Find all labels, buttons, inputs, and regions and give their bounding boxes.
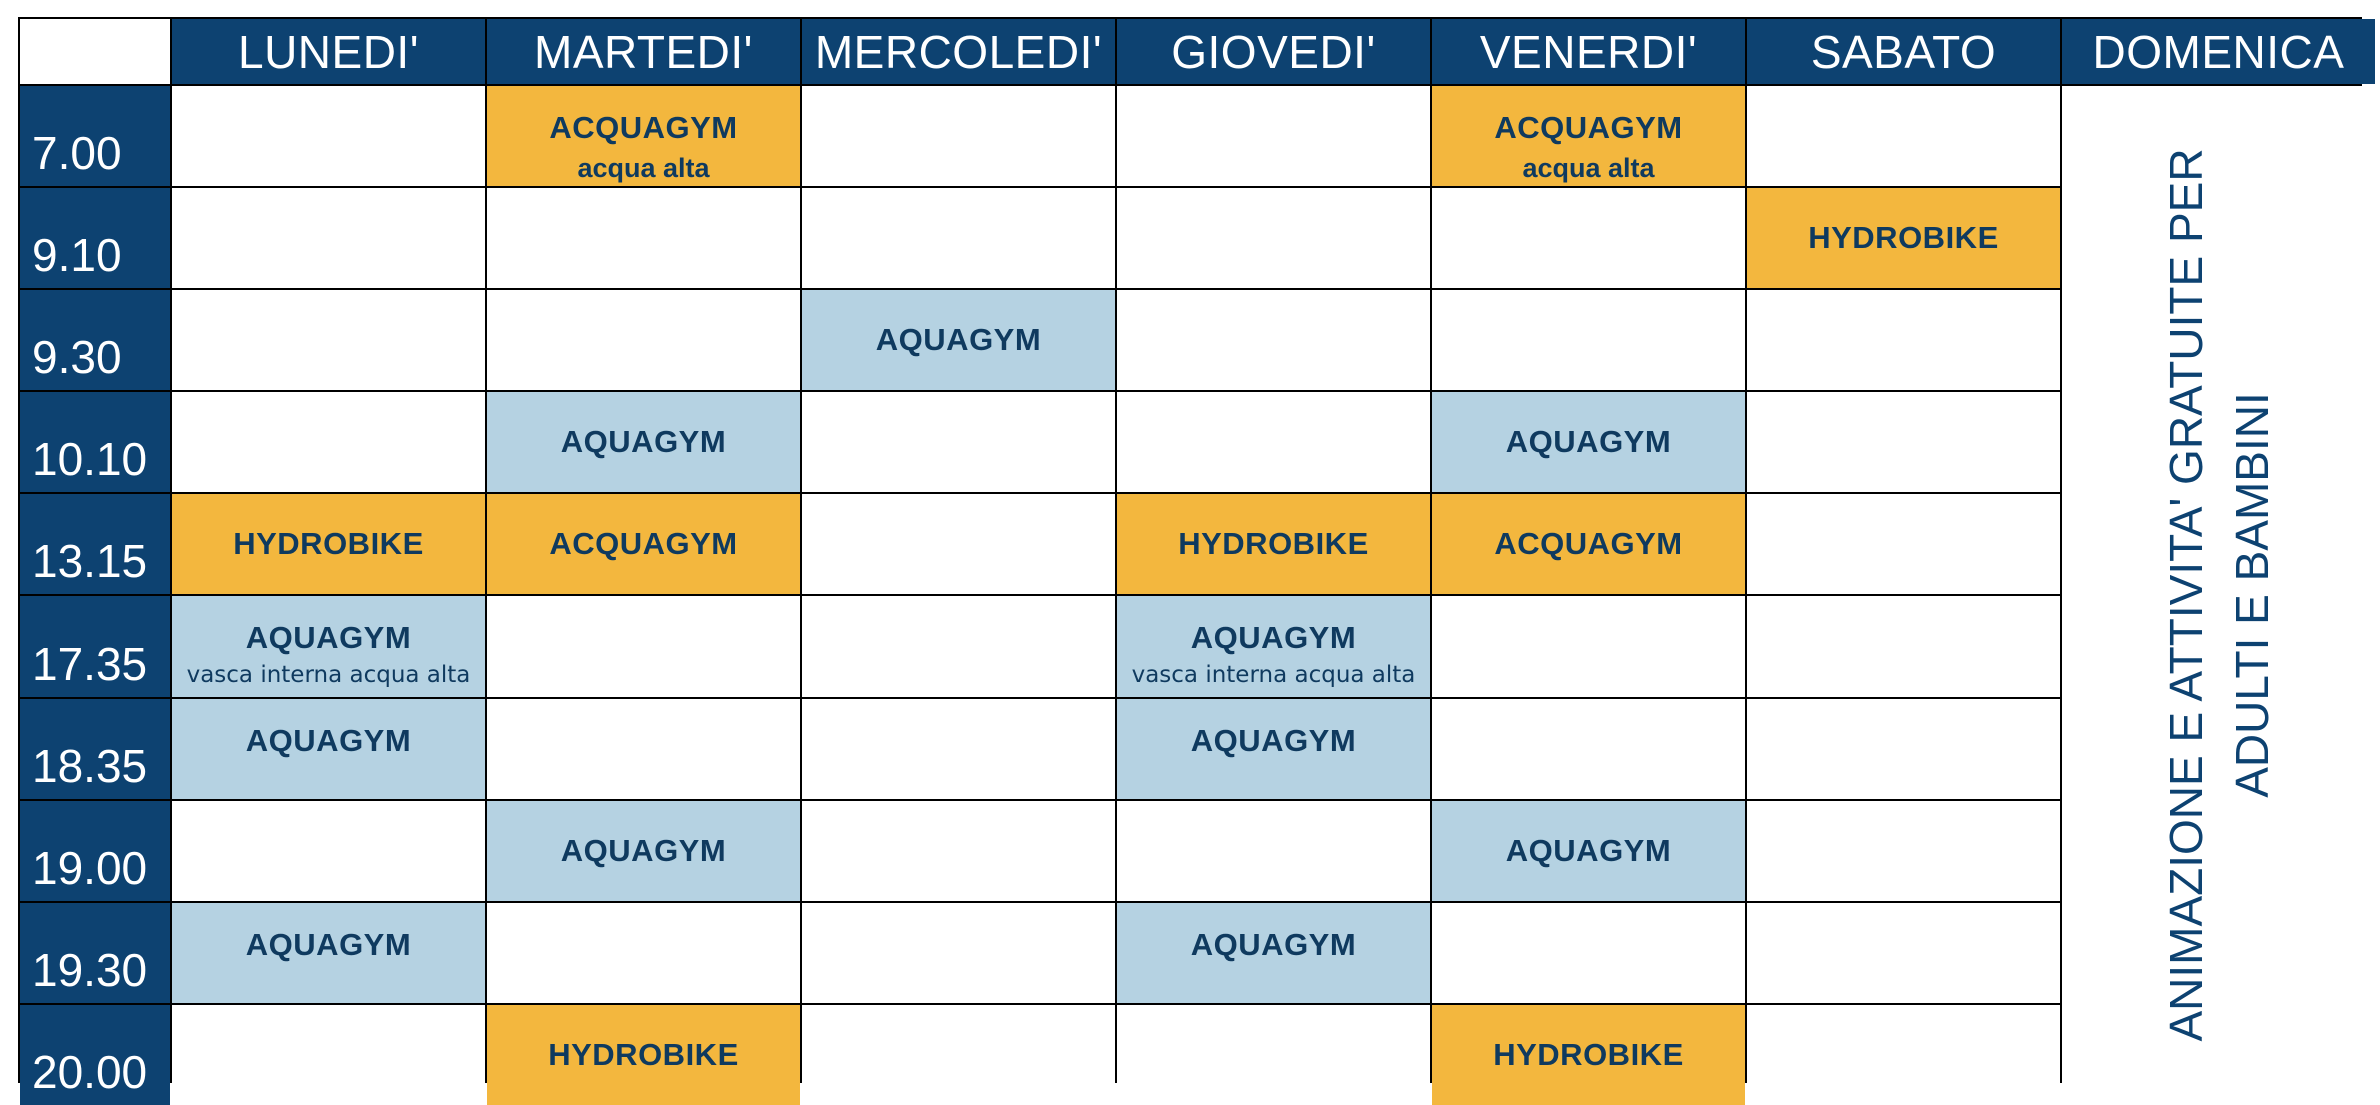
activity-slot bbox=[1117, 903, 1430, 1003]
empty-slot bbox=[1432, 699, 1745, 799]
activity-slot bbox=[1432, 494, 1745, 594]
activity-name: ACQUAGYM bbox=[1494, 110, 1683, 145]
day-header-sunday: DOMENICA bbox=[2062, 19, 2375, 84]
empty-slot bbox=[487, 903, 800, 1003]
empty-slot bbox=[172, 392, 485, 492]
activity-slot bbox=[1117, 494, 1430, 594]
empty-slot bbox=[802, 596, 1115, 696]
sunday-note-cell bbox=[2062, 86, 2375, 1105]
day-header-saturday: SABATO bbox=[1747, 19, 2060, 84]
time-label: 13.15 bbox=[20, 494, 170, 594]
activity-name: AQUAGYM bbox=[1190, 926, 1357, 962]
empty-slot bbox=[1432, 596, 1745, 696]
empty-slot bbox=[802, 188, 1115, 288]
empty-slot bbox=[1432, 903, 1745, 1003]
empty-slot bbox=[1432, 290, 1745, 390]
table-corner bbox=[20, 19, 170, 84]
activity-name: AQUAGYM bbox=[1190, 722, 1357, 758]
activity-slot bbox=[487, 494, 800, 594]
empty-slot bbox=[802, 494, 1115, 594]
activity-name: HYDROBIKE bbox=[1493, 1036, 1684, 1072]
activity-slot bbox=[1747, 188, 2060, 288]
activity-slot bbox=[172, 699, 485, 799]
activity-slot bbox=[1432, 86, 1745, 186]
activity-slot bbox=[487, 1005, 800, 1105]
activity-name: HYDROBIKE bbox=[1808, 220, 1999, 256]
day-header-monday: LUNEDI' bbox=[172, 19, 485, 84]
empty-slot bbox=[802, 1005, 1115, 1105]
activity-note: vasca interna acqua alta bbox=[186, 662, 471, 689]
activity-slot bbox=[172, 494, 485, 594]
day-header-wednesday: MERCOLEDI' bbox=[802, 19, 1115, 84]
empty-slot bbox=[1747, 801, 2060, 901]
time-label: 19.30 bbox=[20, 903, 170, 1003]
time-label: 18.35 bbox=[20, 699, 170, 799]
time-label: 20.00 bbox=[20, 1005, 170, 1105]
activity-name: AQUAGYM bbox=[245, 722, 412, 758]
activity-note: acqua alta bbox=[1522, 153, 1655, 183]
activity-note: vasca interna acqua alta bbox=[1131, 662, 1416, 689]
time-label: 7.00 bbox=[20, 86, 170, 186]
activity-name: AQUAGYM bbox=[875, 322, 1042, 358]
activity-slot bbox=[487, 801, 800, 901]
empty-slot bbox=[1117, 801, 1430, 901]
empty-slot bbox=[1747, 699, 2060, 799]
sunday-note-text: ANIMAZIONE E ATTIVITA' GRATUITE PER ADULTI E BAMBINI bbox=[2159, 148, 2278, 1043]
empty-slot bbox=[1432, 188, 1745, 288]
weekly-schedule-table bbox=[18, 17, 2362, 1098]
activity-name: AQUAGYM bbox=[245, 620, 412, 656]
empty-slot bbox=[1117, 290, 1430, 390]
empty-slot bbox=[1747, 494, 2060, 594]
activity-name: AQUAGYM bbox=[560, 832, 727, 868]
activity-name: ACQUAGYM bbox=[549, 526, 738, 562]
empty-slot bbox=[1747, 1005, 2060, 1105]
activity-name: ACQUAGYM bbox=[549, 110, 738, 145]
empty-slot bbox=[487, 699, 800, 799]
activity-slot bbox=[1117, 596, 1430, 696]
empty-slot bbox=[1747, 392, 2060, 492]
time-label: 10.10 bbox=[20, 392, 170, 492]
activity-note: acqua alta bbox=[577, 153, 710, 183]
empty-slot bbox=[487, 188, 800, 288]
activity-name: HYDROBIKE bbox=[548, 1036, 739, 1072]
empty-slot bbox=[1117, 392, 1430, 492]
empty-slot bbox=[172, 290, 485, 390]
day-header-friday: VENERDI' bbox=[1432, 19, 1745, 84]
activity-slot bbox=[1432, 801, 1745, 901]
empty-slot bbox=[1747, 903, 2060, 1003]
empty-slot bbox=[172, 801, 485, 901]
time-label: 19.00 bbox=[20, 801, 170, 901]
empty-slot bbox=[802, 801, 1115, 901]
activity-slot bbox=[172, 596, 485, 696]
empty-slot bbox=[1117, 86, 1430, 186]
empty-slot bbox=[802, 392, 1115, 492]
empty-slot bbox=[1747, 596, 2060, 696]
empty-slot bbox=[1117, 188, 1430, 288]
activity-slot bbox=[1432, 392, 1745, 492]
time-label: 9.10 bbox=[20, 188, 170, 288]
activity-slot bbox=[172, 903, 485, 1003]
activity-name: ACQUAGYM bbox=[1494, 526, 1683, 562]
activity-name: HYDROBIKE bbox=[1178, 526, 1369, 562]
day-header-tuesday: MARTEDI' bbox=[487, 19, 800, 84]
empty-slot bbox=[802, 903, 1115, 1003]
empty-slot bbox=[172, 86, 485, 186]
empty-slot bbox=[1117, 1005, 1430, 1105]
empty-slot bbox=[172, 188, 485, 288]
activity-slot bbox=[487, 86, 800, 186]
activity-name: HYDROBIKE bbox=[233, 526, 424, 562]
empty-slot bbox=[172, 1005, 485, 1105]
empty-slot bbox=[1747, 290, 2060, 390]
empty-slot bbox=[802, 86, 1115, 186]
day-header-thursday: GIOVEDI' bbox=[1117, 19, 1430, 84]
time-label: 9.30 bbox=[20, 290, 170, 390]
time-label: 17.35 bbox=[20, 596, 170, 696]
empty-slot bbox=[487, 290, 800, 390]
activity-slot bbox=[1117, 699, 1430, 799]
activity-name: AQUAGYM bbox=[560, 424, 727, 460]
activity-slot bbox=[487, 392, 800, 492]
activity-name: AQUAGYM bbox=[1190, 620, 1357, 656]
activity-slot bbox=[1432, 1005, 1745, 1105]
activity-name: AQUAGYM bbox=[1505, 424, 1672, 460]
activity-slot bbox=[802, 290, 1115, 390]
empty-slot bbox=[802, 699, 1115, 799]
empty-slot bbox=[487, 596, 800, 696]
empty-slot bbox=[1747, 86, 2060, 186]
activity-name: AQUAGYM bbox=[245, 926, 412, 962]
activity-name: AQUAGYM bbox=[1505, 832, 1672, 868]
